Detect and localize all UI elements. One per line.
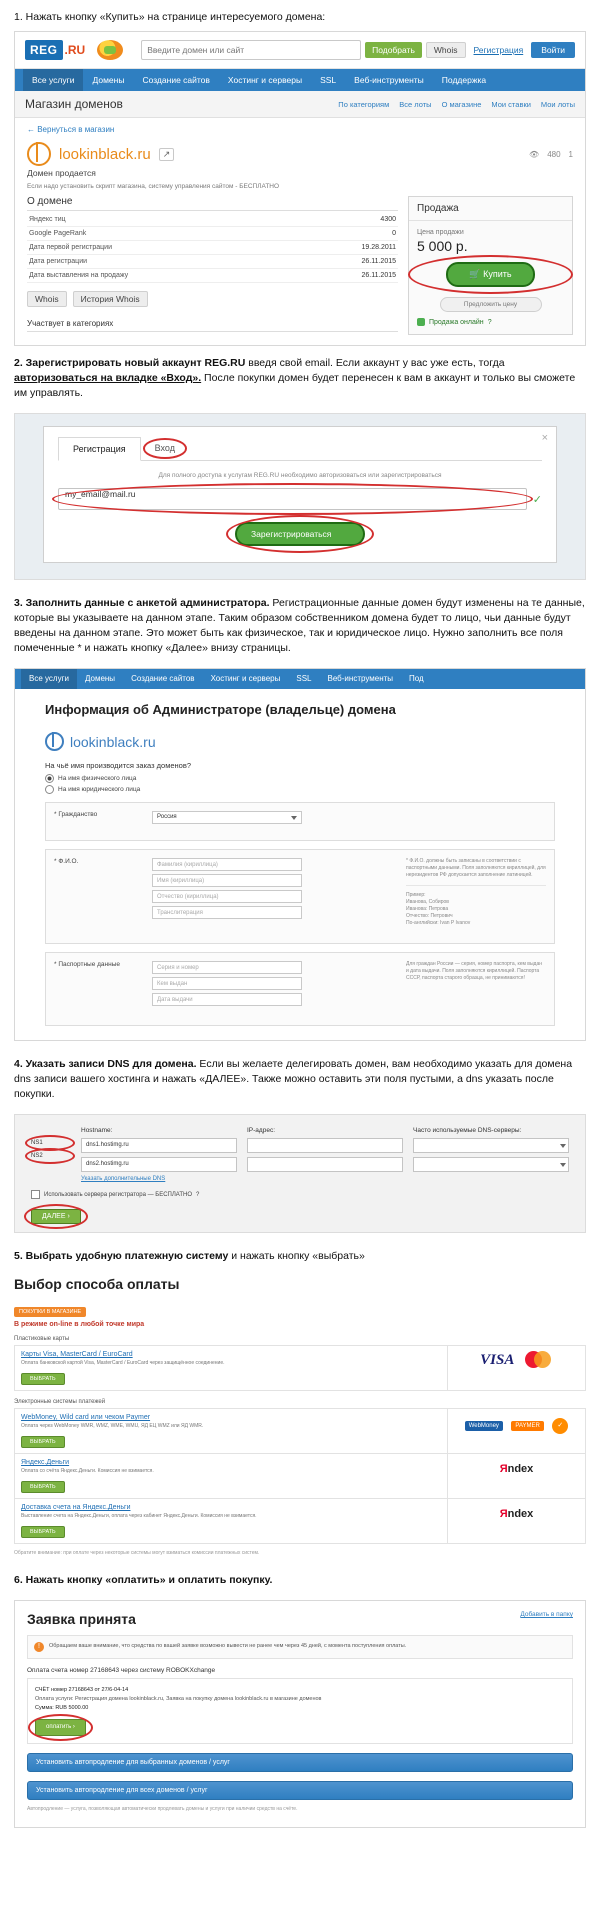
citizenship-control [152, 811, 398, 824]
step-4-bold: 4. Указать записи DNS для домена. [14, 1058, 197, 1070]
whois-buttons [27, 291, 398, 307]
step-2-bold: 2. Зарегистрировать новый аккаунт REG.RU [14, 357, 246, 369]
passport-serial-field[interactable]: Серия и номер [152, 961, 302, 974]
login-button[interactable]: Войти [531, 42, 575, 58]
row-value: 0 [324, 227, 398, 241]
step-2-mid: введя свой email. Если аккаунт у вас уже есть, тогда [245, 357, 505, 369]
warning-icon: ! [34, 1642, 44, 1652]
autorenew-all-button[interactable]: Установить автопродление для всех доменов / услуг [27, 1781, 573, 1800]
shop-purchases-badge: ПОКУПКИ В МАГАЗИНЕ [14, 1307, 86, 1317]
tab-registration[interactable]: Регистрация [58, 437, 141, 461]
tab-by-category[interactable]: По категориям [338, 99, 390, 109]
nav-item-domains[interactable]: Домены [84, 674, 116, 683]
invoice-service: Оплата услуги: Регистрация домена lookinblack.ru, Заявка на покупку домена lookinblack.ru в магазине доменов [35, 1696, 322, 1702]
hostname-column [81, 1127, 237, 1182]
nav-item-ssl[interactable]: SSL [296, 674, 312, 683]
webmoney-icon: WebMoney [465, 1421, 503, 1431]
form-nav [15, 669, 585, 689]
common-dns-header: Часто используемые DNS-серверы: [413, 1127, 522, 1134]
divider [406, 885, 546, 886]
domain-name: lookinblack.ru [59, 145, 151, 163]
email-row [58, 488, 542, 510]
step-5-tail: и нажать кнопку «выбрать» [228, 1250, 365, 1262]
fio-box [45, 849, 555, 944]
cards-table [14, 1345, 586, 1391]
email-field[interactable]: my_email@mail.ru [58, 488, 527, 510]
form-row [54, 811, 546, 824]
method-logo-cell [448, 1499, 586, 1544]
form-question: На чьё имя производится заказ доменов? [45, 761, 191, 770]
citizenship-select[interactable] [152, 811, 302, 824]
shop-title: Магазин доменов [25, 97, 123, 111]
step-4-tail: Если вы желаете делегировать домен, вам необходимо указать для домена dns записи вашего хостинга и нажать «ДАЛЕЕ». Также можно оставить эти поля пустыми, а dns указать после покупки. [14, 1058, 573, 1100]
step-2-tail: После покупки домен будет перенесен к вам в аккаунт и только вы сможете им управлять. [14, 372, 576, 399]
ns1-ip-input[interactable] [247, 1138, 403, 1153]
passport-date-field[interactable]: Дата выдачи [152, 993, 302, 1006]
table-row [27, 269, 398, 283]
whois-button[interactable]: Whois [426, 42, 466, 58]
select-method-button[interactable]: ВЫБРАТЬ [21, 1373, 65, 1385]
views-count: 480 [547, 149, 561, 159]
ns1-hostname-input[interactable]: dns1.hostimg.ru [81, 1138, 237, 1153]
table-row [15, 1346, 586, 1391]
price-value: 5 000 р. [417, 238, 468, 254]
visa-icon: VISA [480, 1352, 515, 1368]
valid-check-icon: ✓ [532, 493, 542, 506]
method-name[interactable]: WebMoney, Wild card или чеком Paymer [21, 1414, 151, 1421]
passport-hint: Для граждан России — серия, номер паспорта, кем выдан и дата выдачи. Поля заполняются кириллицей. Паспорта СССР, паспорта старого образца, не принимаются! [406, 961, 543, 981]
logo-reg-text: REG [25, 40, 63, 60]
method-info-cell [15, 1346, 448, 1391]
chevron-down-icon [291, 816, 297, 820]
form-domain-name: lookinblack.ru [70, 733, 156, 750]
method-logo-cell [448, 1454, 586, 1499]
nav-item-site-building[interactable]: Создание сайтов [131, 674, 195, 683]
next-button[interactable]: ДАЛЕЕ › [31, 1209, 81, 1224]
step-5-text [0, 1239, 600, 1270]
registrar-dns-checkbox-row[interactable] [31, 1190, 569, 1199]
help-icon[interactable]: ? [196, 1191, 200, 1198]
step-2-text [0, 346, 600, 407]
table-row [27, 241, 398, 255]
domain-note: Если надо установить скрипт магазина, систему управления сайтом - БЕСПЛАТНО [27, 183, 280, 190]
passport-box [45, 952, 555, 1026]
nav-item-hosting[interactable]: Хостинг и серверы [227, 75, 303, 85]
step-3-text [0, 586, 600, 662]
method-name[interactable]: Доставка счета на Яндекс.Деньги [21, 1504, 131, 1511]
example-line-4: По-английски: Ivan P Ivanov [406, 920, 471, 926]
row-value: 19.28.2011 [324, 241, 398, 255]
online-note: В режиме on-line в любой точке мира [14, 1321, 145, 1328]
screenshot-order-accepted [14, 1600, 586, 1828]
shop-bar [15, 91, 585, 118]
domain-stats [529, 150, 573, 159]
method-name[interactable]: Карты Visa, MasterCard / EuroCard [21, 1351, 133, 1358]
sell-title: Продажа [409, 197, 572, 221]
about-domain-title: О домене [27, 196, 398, 211]
payment-title: Выбор способа оплаты [14, 1276, 180, 1292]
radio-individual-label: На имя физического лица [58, 775, 137, 782]
tab-about-shop[interactable]: О магазине [441, 99, 482, 109]
row-label: Дата выставления на продажу [27, 269, 324, 283]
passport-label: * Паспортные данные [54, 961, 121, 968]
table-row [15, 1499, 586, 1544]
paymer-icon: PAYMER [511, 1421, 543, 1431]
fio-hint [406, 858, 546, 927]
invoice-box [27, 1678, 573, 1744]
ns1-label: NS1 [31, 1138, 71, 1148]
row-value: 26.11.2015 [324, 269, 398, 283]
common-dns-select-2[interactable] [413, 1157, 569, 1172]
nav-item-webtools[interactable]: Веб-инструменты [354, 75, 424, 85]
ns2-hostname-input[interactable]: dns2.hostimg.ru [81, 1157, 237, 1172]
payment-badges [14, 1300, 586, 1328]
example-label: Пример: [406, 892, 426, 898]
yandex-money-icon: Яndex [499, 1508, 534, 1520]
row-label: Яндекс тиц [27, 213, 324, 227]
step-6-bold: 6. Нажать кнопку «оплатить» и оплатить покупку. [14, 1574, 273, 1586]
mascot-icon [97, 40, 123, 60]
whois-info-button[interactable]: Whois [27, 291, 67, 307]
firstname-field[interactable]: Имя (кириллица) [152, 874, 302, 887]
register-submit-button[interactable]: Зарегистрироваться [235, 522, 365, 546]
table-row [27, 213, 398, 227]
radio-legal-label: На имя юридического лица [58, 786, 141, 793]
radio-icon [45, 774, 54, 783]
radio-icon [45, 785, 54, 794]
nav-item-all-services[interactable]: Все услуги [23, 69, 83, 91]
offer-price-button[interactable]: Предложить цену [440, 297, 542, 312]
domain-columns [15, 196, 585, 345]
table-row [15, 1454, 586, 1499]
autorenew-selected-button[interactable]: Установить автопродление для выбранных доменов / услуг [27, 1753, 573, 1772]
passport-issuer-field[interactable]: Кем выдан [152, 977, 302, 990]
row-label: Дата первой регистрации [27, 241, 324, 255]
order-alert [27, 1635, 573, 1659]
search-input[interactable] [141, 40, 361, 60]
nav-item-all-services[interactable]: Все услуги [21, 669, 77, 689]
buy-button-highlight [417, 262, 564, 287]
table-row [15, 1409, 586, 1454]
method-name[interactable]: Яндекс.Деньги [21, 1459, 70, 1466]
payment-footer-note: Обратите внимание: при оплате через некоторые системы могут взиматься комиссии платежных систем. [14, 1550, 260, 1556]
auth-tabs [58, 437, 542, 461]
auth-area [474, 42, 576, 58]
step-4-text [0, 1047, 600, 1108]
help-icon[interactable]: ? [487, 318, 492, 326]
add-to-folder-link[interactable]: Добавить в папку [520, 1611, 573, 1618]
select-method-button[interactable]: ВЫБРАТЬ [21, 1436, 65, 1448]
select-method-button[interactable]: ВЫБРАТЬ [21, 1526, 65, 1538]
form-body [15, 689, 585, 1040]
nav-item-hosting[interactable]: Хостинг и серверы [210, 674, 281, 683]
radio-legal-entity[interactable] [45, 785, 555, 794]
fio-control [152, 858, 398, 922]
order-title: Заявка принята [27, 1611, 136, 1627]
globe-icon [45, 732, 64, 751]
row-value: 26.11.2015 [324, 255, 398, 269]
method-info-cell [15, 1409, 448, 1454]
example-line-3: Отчество: Петрович [406, 913, 453, 919]
nav-item-support[interactable]: Под [409, 674, 424, 683]
cart-icon: 🛒 [469, 269, 481, 279]
autorenew-note: Автопродление — услуга, позволяющая автоматически продлевать домены и услуги при наличии средств на счёте. [27, 1806, 298, 1812]
dns-grid [31, 1127, 569, 1182]
online-sale-label: Продажа онлайн [429, 318, 484, 326]
nav-item-domains[interactable]: Домены [92, 75, 125, 85]
form-domain [45, 732, 555, 751]
lastname-field[interactable]: Фамилия (кириллица) [152, 858, 302, 871]
method-logo-cell [448, 1346, 586, 1391]
method-desc: Оплата банковской картой Visa, MasterCard / EuroCard через защищённое соединение. [21, 1360, 225, 1366]
site-header [15, 32, 585, 69]
screenshot-domain-page [14, 31, 586, 346]
screenshot-dns-form [14, 1114, 586, 1233]
middlename-field[interactable]: Отчество (кириллица) [152, 890, 302, 903]
emoney-table [14, 1408, 586, 1544]
bids-count: 1 [568, 149, 573, 159]
check-icon [417, 318, 425, 326]
whois-history-button[interactable]: История Whois [73, 291, 148, 307]
yandex-money-icon: Яndex [499, 1463, 534, 1475]
hostname-header: Hostname: [81, 1127, 113, 1134]
method-desc: Оплата через WebMoney WMR, WMZ, WME, WMU, ЯД ЕЦ WMZ или ЯД WMR. [21, 1423, 204, 1429]
translit-field[interactable]: Транслитерация [152, 906, 302, 919]
chevron-down-icon [560, 1144, 566, 1148]
nav-item-webtools[interactable]: Веб-инструменты [327, 674, 394, 683]
auth-note: Для полного доступа к услугам REG.RU необходимо авторизоваться или зарегистрироваться [158, 472, 442, 479]
table-row [27, 255, 398, 269]
buy-button[interactable] [446, 262, 535, 287]
step-6-text [0, 1563, 600, 1594]
search-button[interactable]: Подобрать [365, 42, 422, 58]
ns-labels-column [31, 1127, 71, 1182]
regru-logo[interactable] [25, 40, 85, 60]
ns-col-spacer [31, 1127, 71, 1134]
fio-hint-text: * Ф.И.О. должны быть записаны в соответствии с паспортными данными. Поля заполняются кириллицей, для нерезидентов РФ допускается заполнение латиницей. [406, 858, 546, 878]
main-nav [15, 69, 585, 91]
fio-label: * Ф.И.О. [54, 858, 79, 865]
invoice-number: СЧЁТ номер 27168643 от 27/6-04-14 [35, 1687, 129, 1693]
table-row [27, 227, 398, 241]
shop-tabs [338, 100, 575, 109]
online-sale-status [417, 318, 564, 326]
ns2-label: NS2 [31, 1151, 71, 1161]
passport-control [152, 961, 398, 1009]
section-cards-label: Пластиковые карты [14, 1336, 70, 1342]
screenshot-admin-form [14, 668, 586, 1041]
tab-login[interactable]: Вход [141, 437, 189, 460]
invoice-section-title: Оплата счета номер 27168643 через систему ROBOKXchange [27, 1667, 216, 1674]
globe-icon [27, 142, 51, 166]
external-link-icon[interactable]: ↗ [159, 148, 175, 161]
form-row [54, 858, 546, 927]
method-desc: Выставление счета на Яндекс.Деньги, оплата через кабинет Яндекс.Деньги. Комиссия не взимается. [21, 1513, 257, 1519]
form-title: Информация об Администраторе (владельце) домена [45, 702, 396, 717]
add-dns-link[interactable]: Указать дополнительные DNS [81, 1176, 166, 1182]
ns2-ip-input[interactable] [247, 1157, 403, 1172]
sell-body [409, 221, 572, 334]
common-dns-column [413, 1127, 569, 1182]
close-icon[interactable]: × [541, 432, 548, 444]
back-to-shop-link[interactable]: ← Вернуться в магазин [27, 125, 115, 134]
nav-item-site-building[interactable]: Создание сайтов [142, 75, 210, 85]
tab-my-bids[interactable]: Мои ставки [491, 99, 531, 109]
price-label: Цена продажи [417, 229, 464, 236]
step-3-tail: Регистрационные данные домен будут изменены на те данные, которые вы указываете на данном этапе. Таким образом собственником домена будет то лицо, чьи данные будут введены на данном этапе. Это может быть как физическое, так и юридическое лицо. Нужно заполнить все поля помеченные * и нажать кнопку «Далее» внизу страницы. [14, 597, 585, 654]
common-dns-select-1[interactable] [413, 1138, 569, 1153]
citizenship-box [45, 802, 555, 841]
order-alert-text: Обращаем ваше внимание, что средства по вашей заявке возможно вывести не ранее чем через 45 дней, с момента поступления оплаты. [49, 1643, 407, 1649]
domain-status: Домен продается [27, 168, 96, 178]
nav-item-ssl[interactable]: SSL [320, 75, 337, 85]
row-label: Дата регистрации [27, 255, 324, 269]
mastercard-icon [525, 1351, 553, 1368]
method-logo-cell [448, 1409, 586, 1454]
ip-column [247, 1127, 403, 1182]
screenshot-registration-modal [14, 413, 586, 580]
submit-highlight [235, 522, 365, 546]
nav-item-support[interactable]: Поддержка [441, 75, 487, 85]
step-2-underline: авторизоваться на вкладке «Вход». [14, 372, 202, 384]
select-method-button[interactable]: ВЫБРАТЬ [21, 1481, 65, 1493]
domain-search-area [141, 40, 465, 60]
example-line-2: Иванова: Петрова [406, 906, 449, 912]
radio-individual[interactable] [45, 774, 555, 783]
chevron-down-icon [560, 1163, 566, 1167]
domain-info-table [27, 213, 398, 283]
step-3-bold: 3. Заполнить данные с анкетой администратора. [14, 597, 270, 609]
screenshot-payment-methods [14, 1276, 586, 1557]
qiwi-icon: ✓ [552, 1418, 568, 1434]
citizenship-label: * Гражданство [54, 811, 98, 818]
buy-button-label: Купить [483, 269, 512, 279]
step-1-text: 1. Нажать кнопку «Купить» на странице интересуемого домена: [14, 11, 326, 23]
sell-column [408, 196, 573, 335]
row-value: 4300 [324, 213, 398, 227]
form-row [54, 961, 546, 1009]
method-info-cell [15, 1499, 448, 1544]
tab-all-lots[interactable]: Все лоты [399, 99, 432, 109]
tab-my-lots[interactable]: Мои лоты [540, 99, 575, 109]
example-line-1: Иванова, Собиров [406, 899, 449, 905]
section-emoney-label: Электронные системы платежей [14, 1399, 106, 1405]
logo-ru-text: .RU [64, 43, 86, 57]
registrar-dns-label: Использовать сервера регистратора — БЕСПЛАТНО [44, 1191, 193, 1198]
domain-header [15, 138, 585, 168]
ip-header: IP-адрес: [247, 1127, 275, 1134]
method-info-cell [15, 1454, 448, 1499]
method-desc: Оплата со счёта Яндекс.Деньги. Комиссия не взимается. [21, 1468, 154, 1474]
auth-modal [43, 426, 557, 563]
sell-box [408, 196, 573, 335]
checkbox-icon [31, 1190, 40, 1199]
invoice-amount: Сумма: RUB 5000.00 [35, 1705, 89, 1711]
categories-title: Участвует в категориях [27, 319, 398, 332]
domain-info-column [27, 196, 398, 335]
step-5-bold: 5. Выбрать удобную платежную систему [14, 1250, 229, 1262]
row-label: Google PageRank [27, 227, 324, 241]
pay-button[interactable]: оплатить › [35, 1719, 86, 1736]
eye-icon: 👁 [529, 149, 540, 159]
register-link[interactable]: Регистрация [473, 45, 524, 55]
citizenship-value: Россия [157, 814, 177, 820]
